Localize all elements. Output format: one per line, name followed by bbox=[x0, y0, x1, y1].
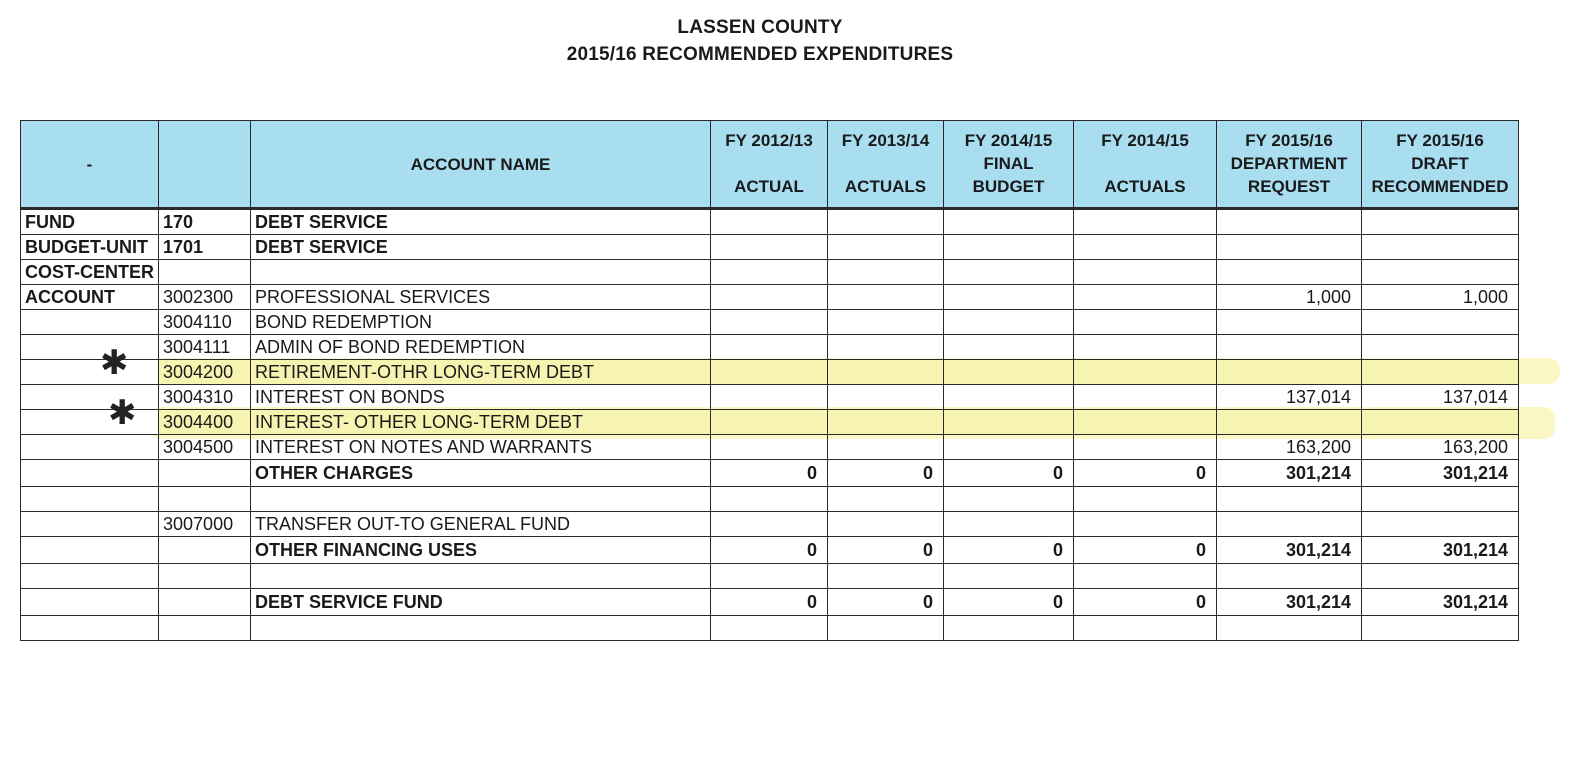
row-fy1213-value: 0 bbox=[711, 537, 828, 564]
row-account-name: DEBT SERVICE FUND bbox=[251, 589, 711, 616]
col-header-account-name: ACCOUNT NAME bbox=[251, 121, 711, 209]
table-row bbox=[21, 235, 1519, 260]
row-account-name: OTHER CHARGES bbox=[251, 460, 711, 487]
row-fy1213-value: 0 bbox=[711, 589, 828, 616]
row-account-name: INTEREST ON NOTES AND WARRANTS bbox=[251, 435, 711, 460]
row-label: FUND bbox=[21, 209, 159, 235]
table-row bbox=[21, 410, 1519, 435]
col-header-fy1415-budget-line3: BUDGET bbox=[972, 177, 1045, 196]
row-account-name: RETIREMENT-OTHR LONG-TERM DEBT bbox=[251, 360, 711, 385]
table-row bbox=[21, 260, 1519, 285]
table-row bbox=[21, 360, 1519, 385]
row-fy1415-budget-value: 0 bbox=[944, 460, 1074, 487]
col-header-fy1314-line1: FY 2013/14 bbox=[841, 131, 930, 150]
col-header-fy1415-actuals-line2: ACTUALS bbox=[1104, 177, 1186, 196]
header-row bbox=[21, 121, 1519, 209]
col-header-fy1516-recommended-line2: DRAFT bbox=[1411, 154, 1469, 173]
row-account-name: OTHER FINANCING USES bbox=[251, 537, 711, 564]
row-fy1415-actuals-value: 0 bbox=[1074, 537, 1217, 564]
row-recommended-value: 1,000 bbox=[1362, 285, 1519, 310]
star-icon: ✱ bbox=[108, 393, 137, 433]
row-code: 3004500 bbox=[159, 435, 251, 460]
row-request-value: 301,214 bbox=[1217, 537, 1362, 564]
row-request-value: 137,014 bbox=[1217, 385, 1362, 410]
subtotal-row bbox=[21, 537, 1519, 564]
row-account-name: DEBT SERVICE bbox=[251, 235, 711, 260]
col-header-fy1415-budget-line1: FY 2014/15 bbox=[964, 131, 1053, 150]
row-recommended-value: 163,200 bbox=[1362, 435, 1519, 460]
row-fy1314-value: 0 bbox=[828, 460, 944, 487]
col-header-fy1415-budget bbox=[944, 121, 1074, 209]
table-row bbox=[21, 335, 1519, 360]
table-row bbox=[21, 285, 1519, 310]
row-code: 170 bbox=[159, 209, 251, 235]
row-account-name: INTEREST ON BONDS bbox=[251, 385, 711, 410]
row-code: 3004110 bbox=[159, 310, 251, 335]
row-code: 1701 bbox=[159, 235, 251, 260]
col-header-0: - bbox=[21, 121, 159, 209]
row-fy1415-budget-value: 0 bbox=[944, 589, 1074, 616]
row-code: 3007000 bbox=[159, 512, 251, 537]
row-recommended-value: 301,214 bbox=[1362, 460, 1519, 487]
row-fy1415-actuals-value: 0 bbox=[1074, 589, 1217, 616]
row-recommended-value: 137,014 bbox=[1362, 385, 1519, 410]
col-header-fy1516-recommended-line1: FY 2015/16 bbox=[1396, 131, 1484, 150]
table-row bbox=[21, 310, 1519, 335]
row-label: COST-CENTER bbox=[21, 260, 159, 285]
col-header-fy1314 bbox=[828, 121, 944, 209]
subtotal-row bbox=[21, 460, 1519, 487]
star-icon: ✱ bbox=[100, 343, 129, 383]
col-header-fy1516-recommended bbox=[1362, 121, 1519, 209]
row-account-name: PROFESSIONAL SERVICES bbox=[251, 285, 711, 310]
row-request-value: 301,214 bbox=[1217, 589, 1362, 616]
table-row bbox=[21, 435, 1519, 460]
report-subtitle: 2015/16 RECOMMENDED EXPENDITURES bbox=[566, 44, 954, 65]
row-request-value: 163,200 bbox=[1217, 435, 1362, 460]
row-account-name: INTEREST- OTHER LONG-TERM DEBT bbox=[251, 410, 711, 435]
col-header-1 bbox=[159, 121, 251, 209]
spacer-row bbox=[21, 564, 1519, 589]
row-label: BUDGET-UNIT bbox=[21, 235, 159, 260]
row-fy1415-budget-value: 0 bbox=[944, 537, 1074, 564]
row-recommended-value: 301,214 bbox=[1362, 589, 1519, 616]
row-label: ACCOUNT bbox=[21, 285, 159, 310]
row-recommended-value: 301,214 bbox=[1362, 537, 1519, 564]
row-code: 3004111 bbox=[159, 335, 251, 360]
row-fy1213-value: 0 bbox=[711, 460, 828, 487]
row-fy1415-actuals-value: 0 bbox=[1074, 460, 1217, 487]
expenditure-table bbox=[20, 120, 1519, 641]
row-code: 3004400 bbox=[159, 410, 251, 435]
col-header-fy1213-line1: FY 2012/13 bbox=[725, 131, 813, 150]
row-account-name: BOND REDEMPTION bbox=[251, 310, 711, 335]
row-account-name: TRANSFER OUT-TO GENERAL FUND bbox=[251, 512, 711, 537]
col-header-fy1516-request-line2: DEPARTMENT bbox=[1230, 154, 1348, 173]
col-header-fy1516-request-line3: REQUEST bbox=[1247, 177, 1331, 196]
row-account-name: DEBT SERVICE bbox=[251, 209, 711, 235]
col-header-fy1415-budget-line2: FINAL bbox=[983, 154, 1034, 173]
county-title: LASSEN COUNTY bbox=[677, 17, 843, 38]
col-header-fy1516-recommended-line3: RECOMMENDED bbox=[1371, 177, 1509, 196]
col-header-fy1516-request bbox=[1217, 121, 1362, 209]
col-header-fy1415-actuals-line1: FY 2014/15 bbox=[1101, 131, 1189, 150]
row-request-value: 1,000 bbox=[1217, 285, 1362, 310]
col-header-fy1415-actuals bbox=[1074, 121, 1217, 209]
row-code: 3004200 bbox=[159, 360, 251, 385]
col-header-fy1213-line2: ACTUAL bbox=[734, 177, 804, 196]
spacer-row bbox=[21, 487, 1519, 512]
col-header-fy1213 bbox=[711, 121, 828, 209]
col-header-fy1516-request-line1: FY 2015/16 bbox=[1245, 131, 1333, 150]
row-code: 3004310 bbox=[159, 385, 251, 410]
spacer-row bbox=[21, 616, 1519, 641]
table-row bbox=[21, 512, 1519, 537]
row-code: 3002300 bbox=[159, 285, 251, 310]
col-header-fy1314-line2: ACTUALS bbox=[844, 177, 927, 196]
row-account-name: ADMIN OF BOND REDEMPTION bbox=[251, 335, 711, 360]
row-request-value: 301,214 bbox=[1217, 460, 1362, 487]
table-row bbox=[21, 209, 1519, 235]
total-row bbox=[21, 589, 1519, 616]
row-fy1314-value: 0 bbox=[828, 589, 944, 616]
row-fy1314-value: 0 bbox=[828, 537, 944, 564]
table-row bbox=[21, 385, 1519, 410]
